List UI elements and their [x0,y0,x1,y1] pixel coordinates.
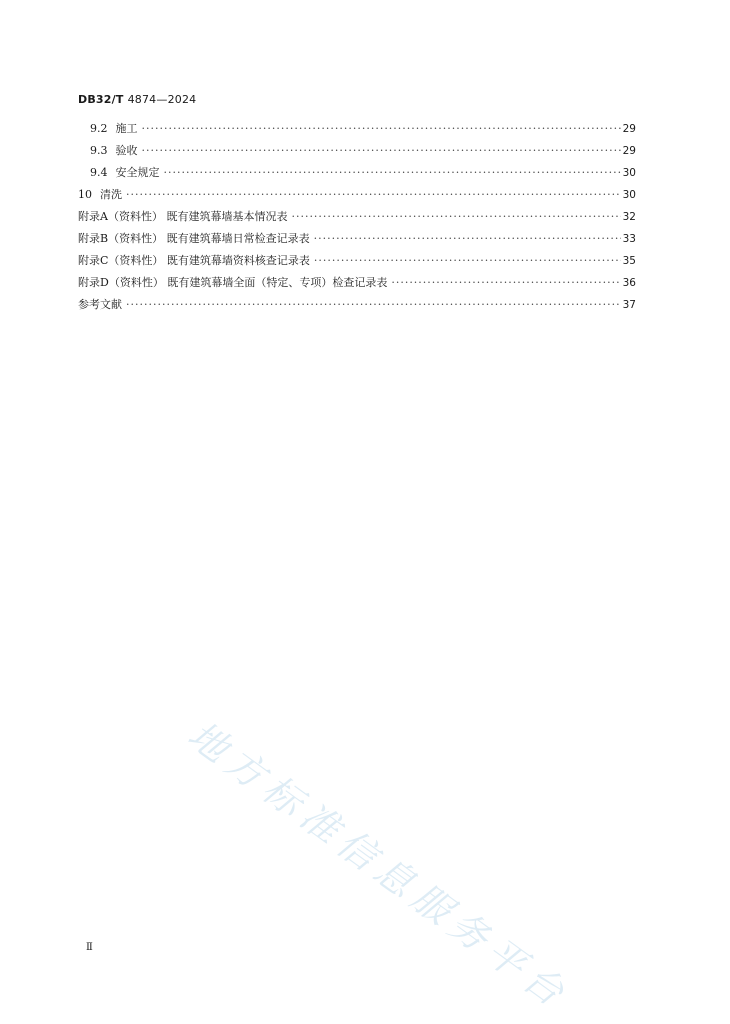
toc-entry-page: 29 [622,145,636,157]
toc-entry-page: 30 [622,189,636,201]
toc-entry-page: 32 [622,211,636,223]
toc-dot-leader [126,184,621,206]
toc-entry-page: 33 [622,233,636,245]
toc-entry-page: 36 [622,277,636,289]
toc-entry-title: 附录D（资料性） 既有建筑幕墙全面（特定、专项）检查记录表 [78,276,388,289]
toc-entry[interactable] [78,272,636,294]
toc-dot-leader [126,294,621,316]
document-code [78,93,196,106]
toc-entry-title: 施工 [115,122,138,135]
page-number: Ⅱ [86,942,93,953]
toc-entry[interactable] [78,294,636,316]
toc-dot-leader [164,162,621,184]
toc-entry-title: 验收 [115,144,138,157]
toc-dot-leader [142,118,621,140]
toc-entry[interactable] [78,162,636,184]
toc-entry-title: 清洗 [100,188,122,201]
document-code-prefix: DB32/T [78,93,124,106]
toc-entry-page: 29 [622,123,636,135]
watermark: 地方标准信息服务平台 [180,712,579,1019]
toc-dot-leader [391,272,620,294]
toc-dot-leader [291,206,620,228]
table-of-contents [78,118,636,316]
toc-entry[interactable] [78,184,636,206]
toc-entry-page: 35 [622,255,636,267]
toc-entry[interactable] [78,140,636,162]
toc-entry-number: 9.2 [90,122,108,135]
toc-dot-leader [314,250,621,272]
toc-entry-number: 9.4 [90,166,108,179]
toc-entry-number: 9.3 [90,144,108,157]
toc-entry-page: 37 [622,299,636,311]
toc-entry-title: 附录B（资料性） 既有建筑幕墙日常检查记录表 [78,232,310,245]
toc-entry-title: 安全规定 [115,166,160,179]
toc-entry-title: 附录C（资料性） 既有建筑幕墙资料核查记录表 [78,254,310,267]
toc-entry-title: 附录A（资料性） 既有建筑幕墙基本情况表 [78,210,288,223]
toc-entry-number: 10 [78,188,92,201]
toc-dot-leader [314,228,621,250]
toc-entry-title: 参考文献 [78,298,122,311]
toc-entry[interactable] [78,250,636,272]
toc-entry-page: 30 [622,167,636,179]
toc-entry[interactable] [78,206,636,228]
document-code-number: 4874—2024 [127,93,197,106]
toc-dot-leader [142,140,621,162]
toc-entry[interactable] [78,228,636,250]
toc-entry[interactable] [78,118,636,140]
